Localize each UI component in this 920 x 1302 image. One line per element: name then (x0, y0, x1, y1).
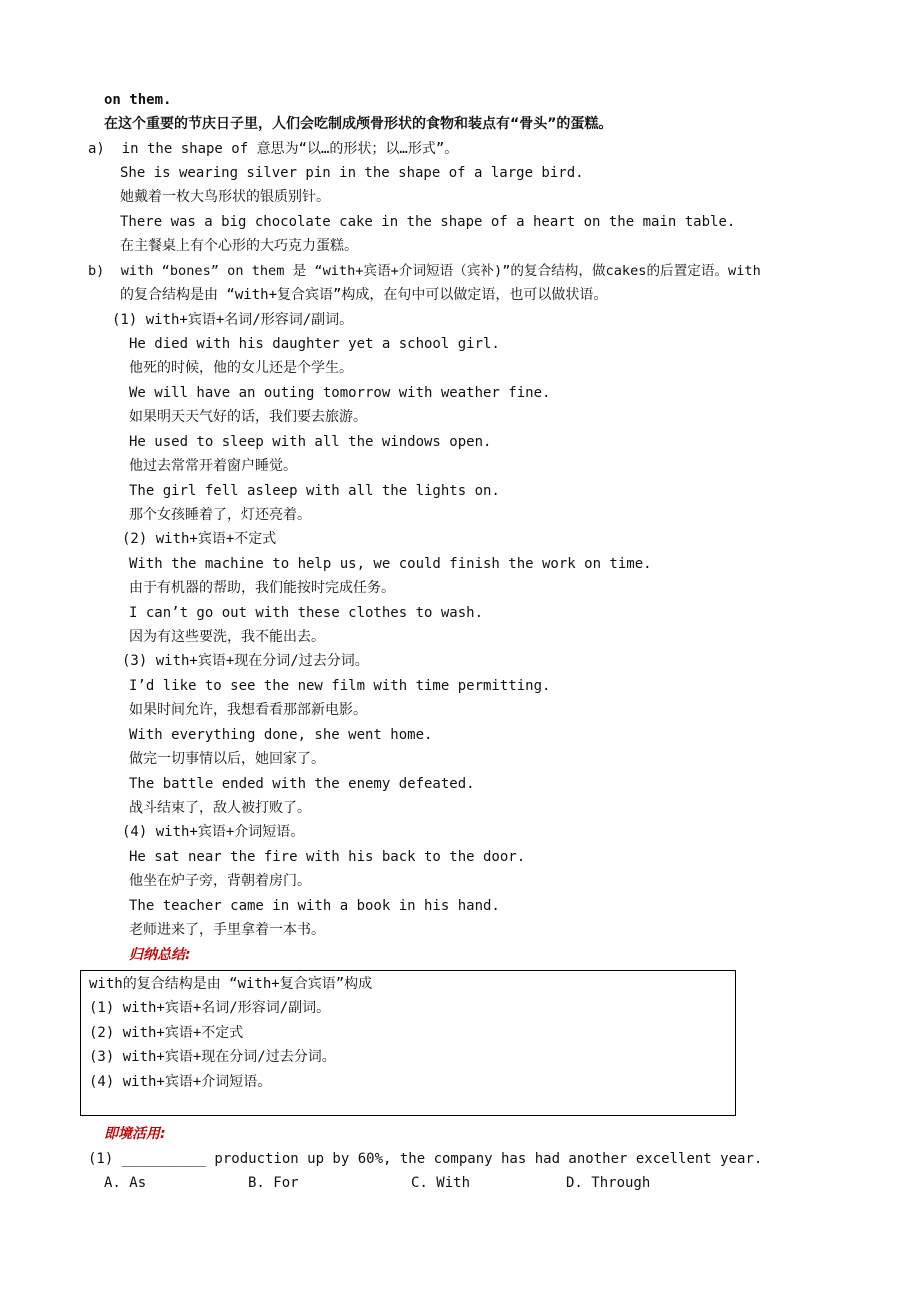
text-line: I’d like to see the new film with time permitting. (129, 678, 551, 694)
text-line: 的复合结构是由 “with+复合宾语”构成，在句中可以做定语，也可以做状语。 (120, 287, 608, 303)
summary-item: with的复合结构是由 “with+复合宾语”构成 (89, 976, 373, 992)
text-line: 那个女孩睡着了，灯还亮着。 (129, 507, 311, 523)
text-line: The girl fell asleep with all the lights on. (129, 483, 500, 499)
summary-box (80, 970, 736, 1116)
text-line: (4) with+宾语+介词短语。 (122, 824, 305, 840)
text-line: He used to sleep with all the windows open. (129, 434, 492, 450)
text-line: 他坐在炉子旁，背朝着房门。 (129, 873, 311, 889)
option-b: B. For (248, 1175, 299, 1191)
text-line: 在这个重要的节庆日子里，人们会吃制成颅骨形状的食物和装点有“骨头”的蛋糕。 (104, 116, 613, 132)
text-line: 他过去常常开着窗户睡觉。 (129, 458, 297, 474)
text-line: She is wearing silver pin in the shape of a large bird. (120, 165, 584, 181)
practice-question: (1) __________ production up by 60%, the company has had another excellent year. (88, 1151, 763, 1167)
text-line: He died with his daughter yet a school girl. (129, 336, 500, 352)
text-line: He sat near the fire with his back to the door. (129, 849, 526, 865)
text-line: 由于有机器的帮助，我们能按时完成任务。 (129, 580, 395, 596)
text-line: 老师进来了，手里拿着一本书。 (129, 922, 325, 938)
option-a: A. As (104, 1175, 147, 1191)
text-line: b) with “bones” on them 是 “with+宾语+介词短语（宾补)”的复合结构，做cakes的后置定语。with (88, 263, 761, 279)
text-line: There was a big chocolate cake in the shape of a heart on the main table. (120, 214, 736, 230)
text-line: (3) with+宾语+现在分词/过去分词。 (122, 653, 369, 669)
text-line: 如果时间允许，我想看看那部新电影。 (129, 702, 367, 718)
text-line: 战斗结束了，敌人被打败了。 (129, 800, 311, 816)
text-line: 如果明天天气好的话，我们要去旅游。 (129, 409, 367, 425)
text-line: 她戴着一枚大鸟形状的银质别针。 (120, 189, 330, 205)
practice-title: 即境活用: (104, 1126, 166, 1142)
summary-title: 归纳总结: (129, 947, 191, 963)
text-line: With the machine to help us, we could finish the work on time. (129, 556, 652, 572)
text-line: a) in the shape of 意思为“以…的形状；以…形式”。 (88, 141, 459, 157)
text-line: We will have an outing tomorrow with weather fine. (129, 385, 551, 401)
summary-item: (1) with+宾语+名词/形容词/副词。 (89, 1000, 331, 1016)
text-line: The teacher came in with a book in his hand. (129, 898, 500, 914)
text-line: With everything done, she went home. (129, 727, 433, 743)
summary-item: (4) with+宾语+介词短语。 (89, 1074, 272, 1090)
summary-item: (2) with+宾语+不定式 (89, 1025, 244, 1041)
text-line: 他死的时候，他的女儿还是个学生。 (129, 360, 353, 376)
text-line: (1) with+宾语+名词/形容词/副词。 (112, 312, 354, 328)
text-line: 在主餐桌上有个心形的大巧克力蛋糕。 (120, 238, 358, 254)
text-line: on them. (104, 92, 172, 108)
text-line: 因为有这些要洗，我不能出去。 (129, 629, 325, 645)
summary-item: (3) with+宾语+现在分词/过去分词。 (89, 1049, 336, 1065)
option-d: D. Through (566, 1175, 651, 1191)
text-line: (2) with+宾语+不定式 (122, 531, 277, 547)
option-c: C. With (411, 1175, 471, 1191)
text-line: The battle ended with the enemy defeated. (129, 776, 475, 792)
text-line: I can’t go out with these clothes to wash. (129, 605, 484, 621)
text-line: 做完一切事情以后，她回家了。 (129, 751, 325, 767)
